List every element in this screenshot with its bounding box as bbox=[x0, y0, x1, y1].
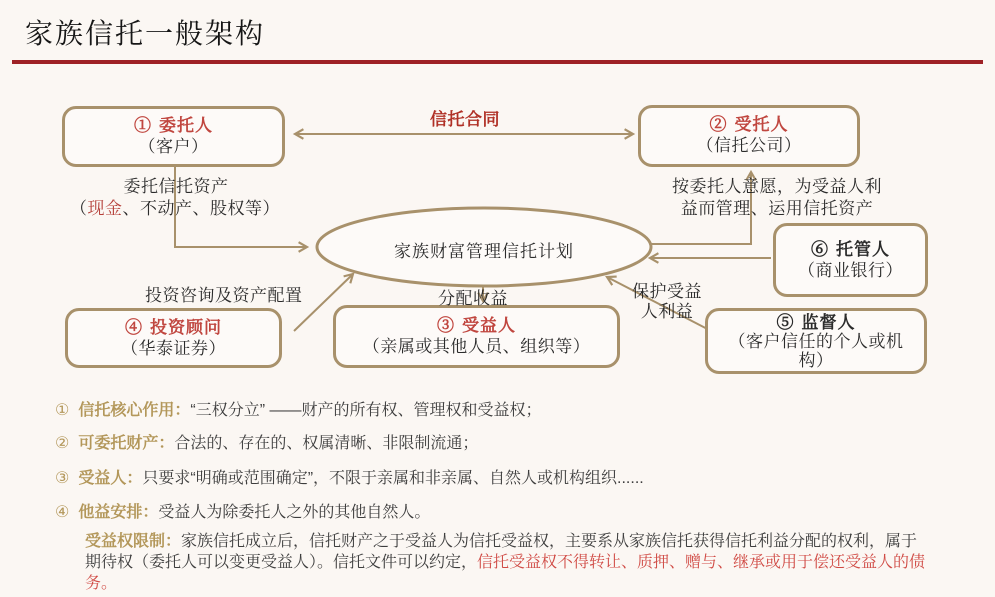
entrust-cash: 现金 bbox=[87, 199, 123, 219]
node-beneficiary-title: ③ 受益人 bbox=[437, 316, 516, 336]
node-beneficiary-subtitle: （亲属或其他人员、组织等） bbox=[362, 337, 591, 357]
benefit-right-restriction bbox=[85, 531, 927, 594]
note-beneficiary bbox=[55, 465, 644, 488]
note-entrustable-assets bbox=[55, 430, 478, 453]
note-4-text: 受益人为除委托人之外的其他自然人。 bbox=[158, 504, 431, 521]
node-custodian bbox=[773, 223, 928, 297]
node-supervisor-subtitle: （客户信任的个人或机构） bbox=[728, 332, 904, 371]
note-1-text: “三权分立” ——财产的所有权、管理权和受益权； bbox=[190, 402, 542, 419]
note-2-text: 合法的、存在的、权属清晰、非限制流通； bbox=[174, 435, 479, 452]
restriction-label: 受益权限制 bbox=[85, 533, 166, 550]
node-client bbox=[62, 106, 285, 167]
edge-label-entrust-line2 bbox=[30, 194, 320, 219]
restriction-red-text: 信托受益权不得转让、质押、赠与、继承或用于偿还受益人的债务。 bbox=[85, 554, 926, 592]
note-4-label: 他益安排 bbox=[78, 504, 143, 521]
node-custodian-subtitle: （商业银行） bbox=[798, 261, 903, 281]
node-client-title: ① 委托人 bbox=[134, 116, 213, 136]
node-beneficiary bbox=[333, 305, 620, 368]
edge-label-protect: 保护受益人利益 bbox=[632, 282, 702, 322]
node-advisor-subtitle: （华泰证券） bbox=[121, 339, 226, 359]
node-custodian-title: ⑥ 托管人 bbox=[811, 240, 890, 260]
node-supervisor bbox=[705, 308, 927, 374]
edge-label-advisory: 投资咨询及资产配置 bbox=[145, 286, 303, 306]
node-advisor bbox=[65, 308, 282, 368]
node-trustee bbox=[638, 105, 860, 167]
note-1-number: ① bbox=[55, 402, 70, 419]
note-core-function bbox=[55, 397, 541, 420]
edge-label-entrust-line1: 委托信托资产 bbox=[123, 177, 229, 197]
node-advisor-title: ④ 投资顾问 bbox=[125, 318, 222, 338]
note-other-benefit bbox=[55, 499, 430, 522]
node-trustee-subtitle: （信托公司） bbox=[696, 136, 802, 156]
restriction-text: 家族信托成立后，信托财产之于受益人为信托受益权，主要系从家族信托获得信托利益分配的权利，属于期待权（委托人可以变更受益人）。信托文件可以约定， bbox=[85, 533, 918, 571]
note-2-number: ② bbox=[55, 435, 70, 452]
note-3-label: 受益人 bbox=[78, 470, 127, 487]
note-3-colon: ： bbox=[126, 470, 143, 487]
edge-label-distribute: 分配收益 bbox=[438, 289, 508, 309]
page-title: 家族信托一般架构 bbox=[25, 18, 266, 49]
trust-plan-label: 家族财富管理信托计划 bbox=[394, 242, 574, 262]
restriction-colon: ： bbox=[165, 533, 182, 550]
node-trustee-title: ② 受托人 bbox=[709, 115, 789, 135]
node-supervisor-title: ⑤ 监督人 bbox=[776, 313, 856, 333]
node-client-subtitle: （客户） bbox=[138, 137, 209, 157]
note-1-colon: ： bbox=[174, 402, 191, 419]
note-4-colon: ： bbox=[142, 504, 159, 521]
note-2-label: 可委托财产 bbox=[78, 435, 159, 452]
edge-label-contract: 信托合同 bbox=[430, 110, 500, 130]
note-1-label: 信托核心作用 bbox=[78, 402, 175, 419]
entrust-post: 、不动产、股权等） bbox=[122, 199, 280, 219]
entrust-pre: （ bbox=[70, 199, 88, 219]
note-3-text: 只要求“明确或范围确定”，不限于亲属和非亲属、自然人或机构组织...... bbox=[142, 470, 644, 487]
note-2-colon: ： bbox=[158, 435, 175, 452]
edge-label-manage: 按委托人意愿，为受益人利益而管理、运用信托资产 bbox=[672, 177, 882, 219]
note-4-number: ④ bbox=[55, 504, 70, 521]
note-3-number: ③ bbox=[55, 470, 70, 487]
